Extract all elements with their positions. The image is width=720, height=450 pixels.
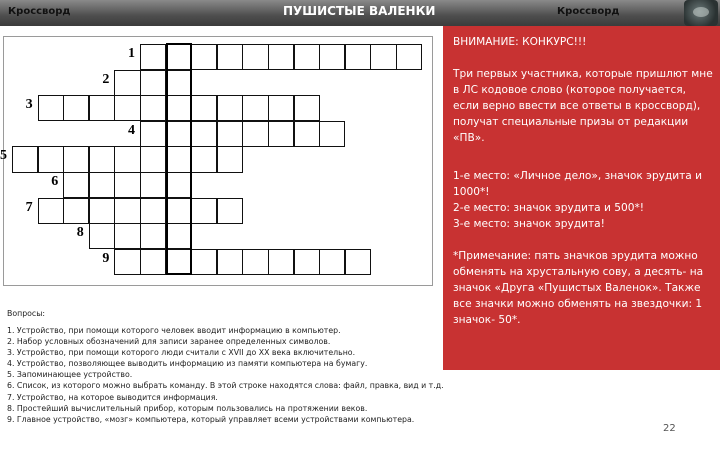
crossword-cell	[114, 70, 140, 96]
crossword-cell	[63, 95, 89, 121]
crossword-cell	[89, 198, 115, 224]
crossword-cell	[140, 198, 166, 224]
crossword-cell	[140, 44, 166, 70]
crossword-cell	[268, 249, 294, 275]
question-item: 4. Устройство, позволяющее выводить информацию из памяти компьютера на бумагу.	[7, 359, 368, 369]
crossword-number: 7	[25, 199, 33, 215]
crossword-cell	[191, 95, 217, 121]
crossword-cell	[242, 121, 268, 147]
crossword-cell	[319, 44, 345, 70]
crossword-cell	[114, 198, 140, 224]
question-item: 1. Устройство, при помощи которого человек вводит информацию в компьютер.	[7, 326, 341, 335]
questions-list	[7, 325, 444, 425]
contest-note: *Примечание: пять значков эрудита можно обменять на хрустальную сову, а десять- на значок «Друга «Пушистых Валенок». Также все значки можно обменять на звездочки: 1 значок- 50*.	[453, 250, 704, 326]
question-item: 2. Набор условных обозначений для записи заранее определенных символов.	[7, 337, 331, 347]
crossword-cell	[140, 95, 166, 121]
crossword-cell	[38, 146, 64, 172]
crossword-cell	[38, 95, 64, 121]
crossword-panel	[0, 36, 433, 286]
crossword-cell	[217, 95, 243, 121]
crossword-cell	[294, 249, 320, 275]
crossword-cell	[191, 198, 217, 224]
contest-heading: ВНИМАНИЕ: КОНКУРС!!!	[453, 36, 587, 48]
crossword-cell	[191, 249, 217, 275]
crossword-cell	[140, 249, 166, 275]
page-title: ПУШИСТЫЕ ВАЛЕНКИ	[283, 4, 436, 18]
crossword-cell	[319, 249, 345, 275]
header-bar	[0, 0, 720, 26]
questions-title: Вопросы:	[7, 309, 46, 318]
crossword-number: 9	[102, 250, 110, 266]
crossword-cell	[294, 95, 320, 121]
prize-1: 1-е место: «Личное дело», значок эрудита и 1000*!	[453, 170, 703, 198]
key-column-highlight	[166, 43, 193, 275]
crossword-cell	[191, 146, 217, 172]
crossword-cell	[294, 44, 320, 70]
crossword-cell	[12, 146, 38, 172]
crossword-cell	[89, 223, 115, 249]
question-item: 8. Простейший вычислительный прибор, которым пользовались на протяжении веков.	[7, 403, 368, 413]
crossword-cell	[242, 44, 268, 70]
question-item: 7. Устройство, на которое выводится информация.	[7, 392, 218, 402]
crossword-number: 6	[51, 174, 59, 189]
crossword-cell	[140, 223, 166, 249]
question-item: 3. Устройство, при помощи которого люди считали с XVII до XX века включительно.	[7, 348, 356, 358]
crossword-cell	[191, 44, 217, 70]
crossword-cell	[89, 95, 115, 121]
crossword-cell	[217, 198, 243, 224]
header-left-label: Кроссворд	[8, 6, 71, 17]
crossword-cell	[345, 44, 371, 70]
contest-panel	[443, 26, 720, 370]
question-item: 9. Главное устройство, «мозг» компьютера, который управляет всеми устройствами компьютера.	[7, 414, 415, 424]
crossword-cell	[370, 44, 396, 70]
crossword-cell	[345, 249, 371, 275]
crossword-cell	[63, 146, 89, 172]
crossword-number: 5	[0, 148, 7, 164]
crossword-number: 4	[128, 122, 135, 138]
crossword-cell	[268, 44, 294, 70]
crossword-number: 2	[102, 71, 110, 87]
page-number: 22	[663, 423, 676, 434]
crossword-cell	[114, 223, 140, 249]
question-item: 5. Запоминающее устройство.	[7, 370, 133, 380]
crossword-cell	[268, 95, 294, 121]
prize-3: 3-е место: значок эрудита!	[453, 218, 605, 230]
crossword-number: 3	[25, 97, 33, 113]
contest-intro: Три первых участника, которые пришлют мне в ЛС кодовое слово (которое получается, если верно ввести все ответы в кроссворд), получат специальные призы от редакции «ПВ».	[453, 68, 713, 144]
crossword-cell	[242, 249, 268, 275]
crossword-cell	[140, 121, 166, 147]
crossword-cell	[217, 44, 243, 70]
crossword-cell	[191, 121, 217, 147]
crossword-cell	[268, 121, 294, 147]
crossword-cell	[63, 198, 89, 224]
header-right-label: Кроссворд	[557, 6, 620, 17]
crossword-cell	[63, 172, 89, 198]
logo-icon	[684, 0, 718, 26]
crossword-cell	[114, 249, 140, 275]
crossword-cell	[140, 70, 166, 96]
prize-2: 2-е место: значок эрудита и 500*!	[453, 202, 644, 214]
crossword-cell	[140, 146, 166, 172]
crossword-cell	[89, 172, 115, 198]
crossword-cell	[217, 249, 243, 275]
crossword-number: 8	[76, 225, 84, 241]
crossword-cell	[319, 121, 345, 147]
question-item: 6. Список, из которого можно выбрать команду. В этой строке находятся слова: файл, правка, вид и т.д.	[7, 381, 444, 391]
crossword-number: 1	[128, 46, 135, 61]
crossword-cell	[242, 95, 268, 121]
crossword-cell	[114, 95, 140, 121]
crossword-cell	[114, 172, 140, 198]
crossword-cell	[396, 44, 422, 70]
crossword-cell	[89, 146, 115, 172]
crossword-cell	[38, 198, 64, 224]
crossword-cell	[140, 172, 166, 198]
crossword-cell	[114, 146, 140, 172]
crossword-cell	[217, 121, 243, 147]
crossword-cell	[217, 146, 243, 172]
crossword-cell	[294, 121, 320, 147]
